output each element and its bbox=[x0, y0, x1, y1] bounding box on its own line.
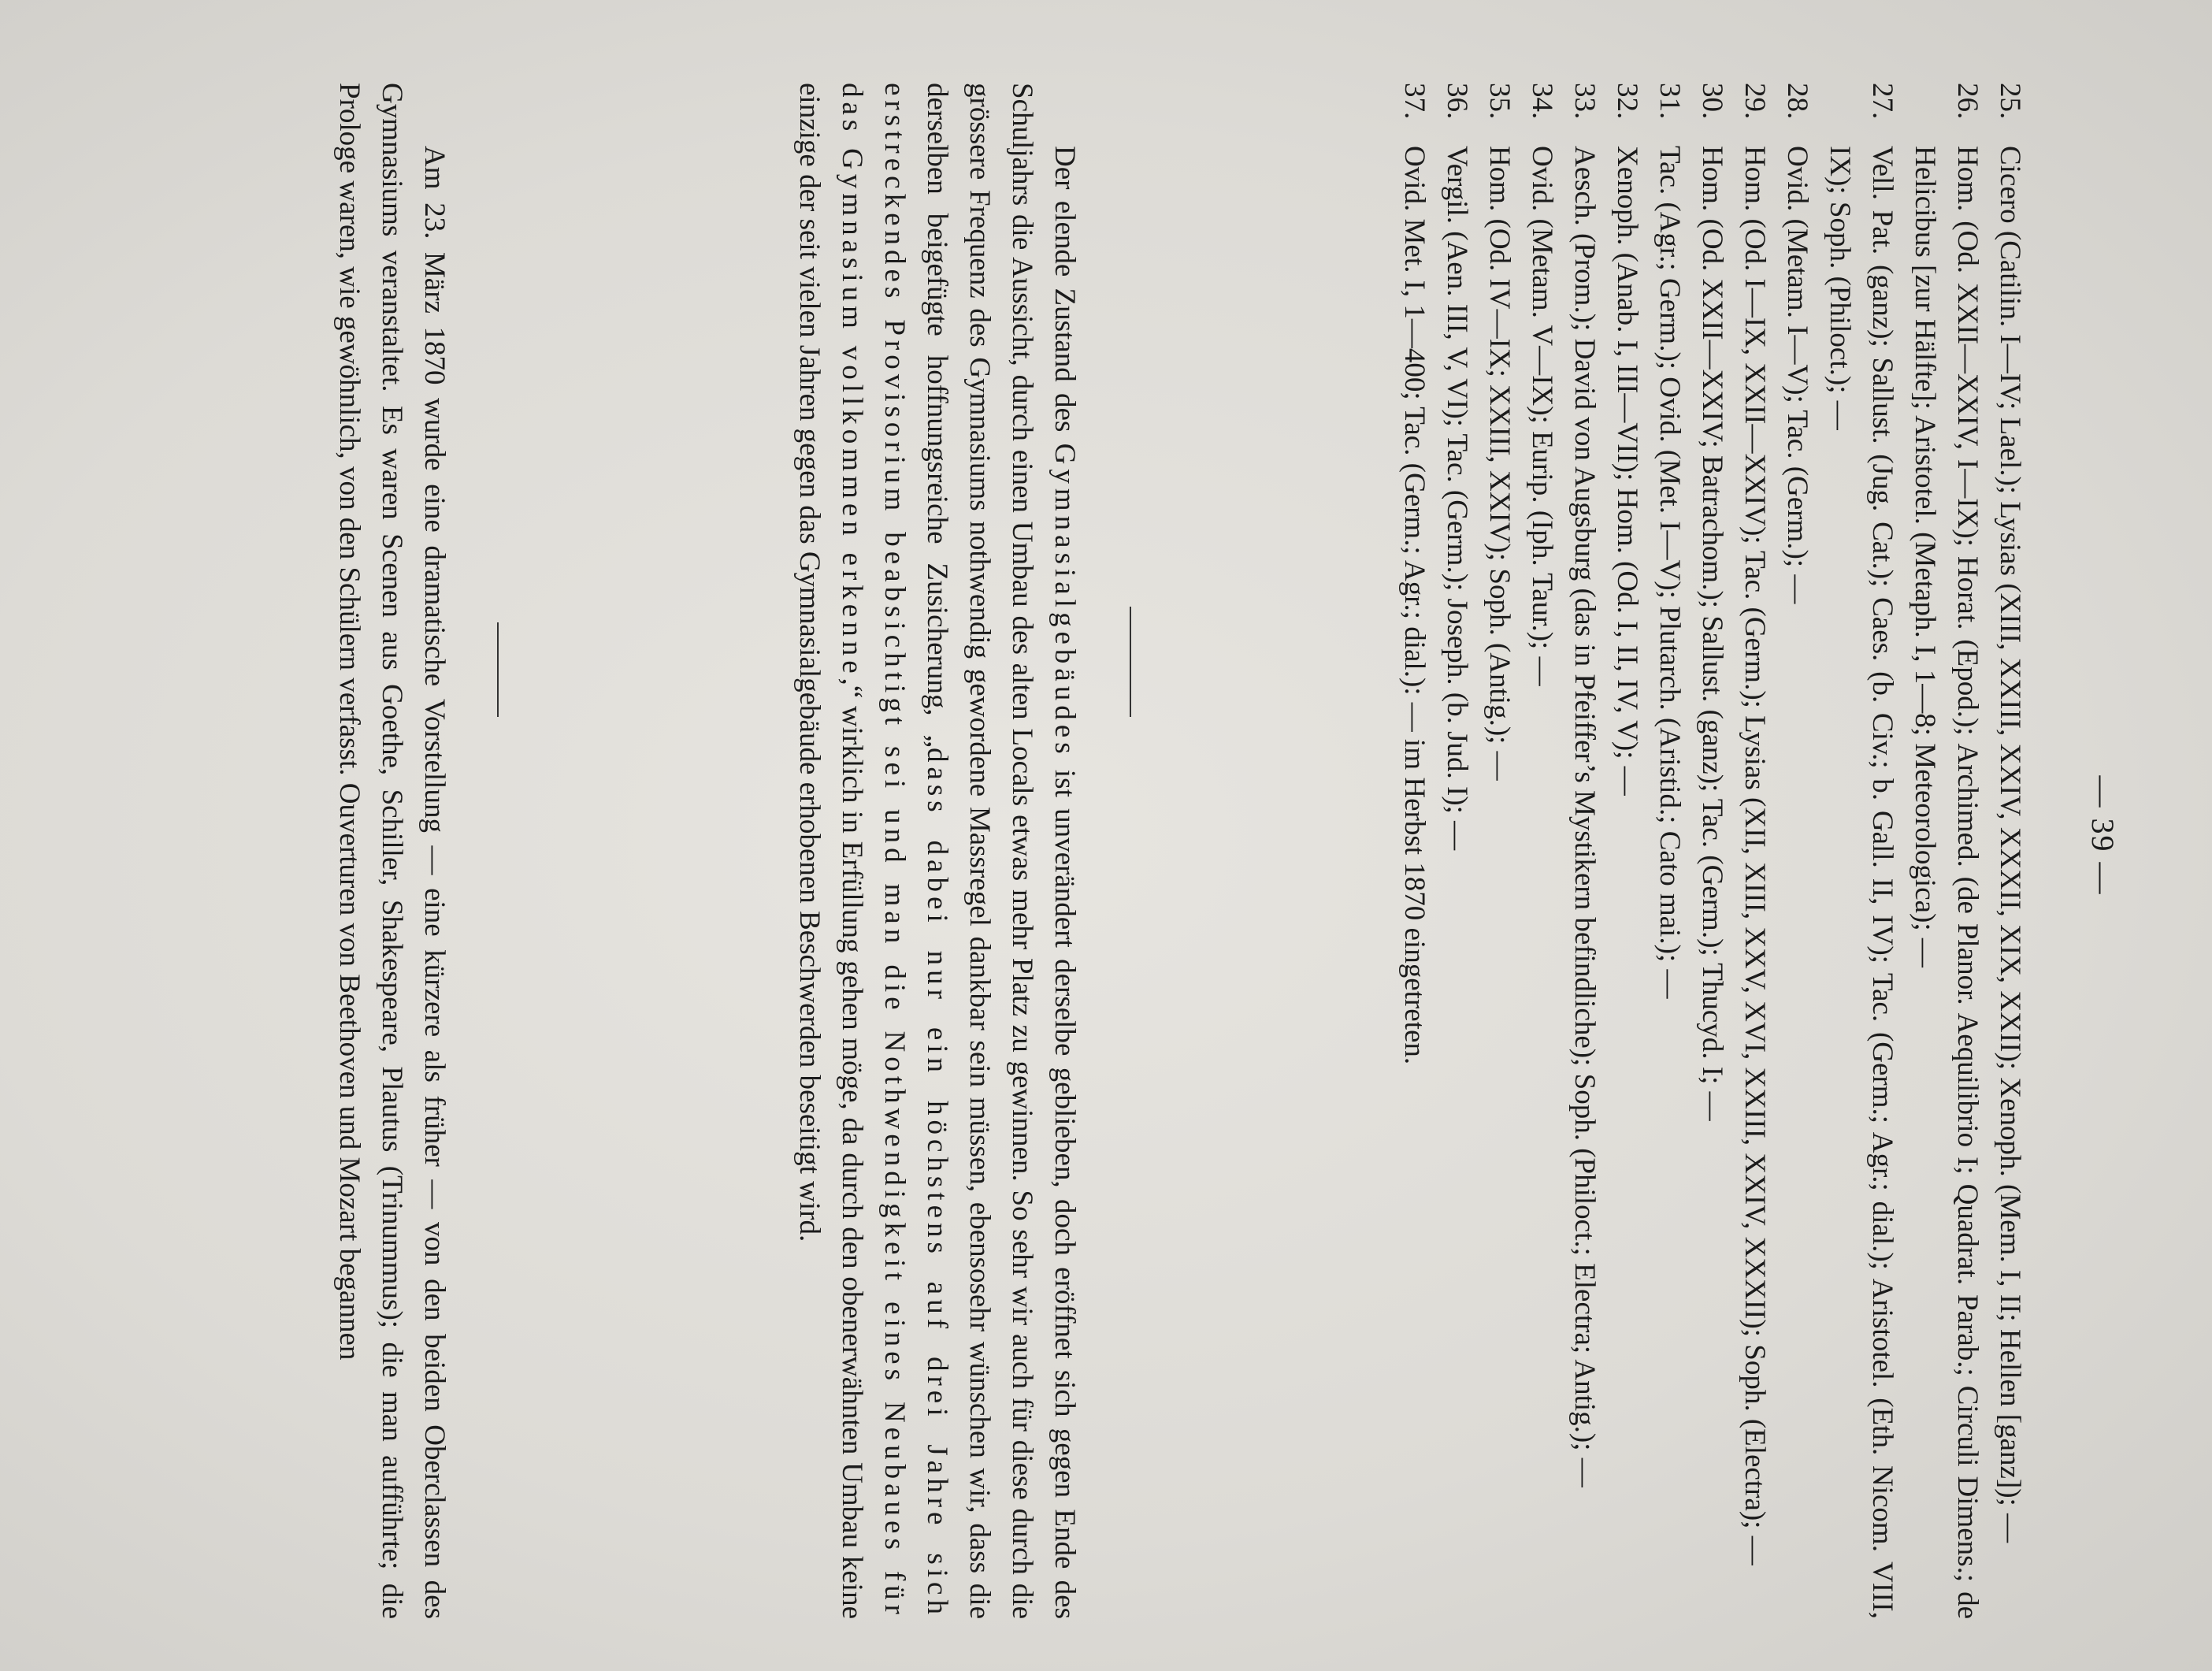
list-item bbox=[1478, 83, 1520, 1619]
paragraph-dramatic-performance: Am 23. März 1870 wurde eine dramatische Vorstellung — eine kürzere als früher — von den beiden Oberclassen des Gymnasiums veranstaltet. Es waren Scenen aus Goethe, Schiller, Shakespeare, Plautus (Trinummus); die man aufführte; die Prologe waren, wie gewöhnlich, von den Schülern verfasst. Ouverturen von Beethoven und Mozart begannen bbox=[333, 83, 451, 1619]
list-item-number: 36. bbox=[1441, 83, 1473, 120]
list-item bbox=[1691, 83, 1733, 1619]
list-item-text: Hom. (Od. IV—IX; XXIII, XXIV); Soph. (Antig.); — bbox=[1483, 146, 1516, 781]
para1-emph-1: Gymnasialgebäudes bbox=[1048, 443, 1081, 759]
list-item-text: Xenoph. (Anab. I, III—VII); Hom. (Od. I, II, IV, V); — bbox=[1611, 146, 1643, 796]
section-divider bbox=[497, 622, 499, 717]
list-item-number: 32. bbox=[1611, 83, 1643, 120]
list-item-text: Ovid. (Metam. V—IX); Eurip. (Iph. Taur.); — bbox=[1526, 146, 1558, 686]
list-item-number: 29. bbox=[1739, 83, 1771, 120]
para1-text-2: ist unverändert derselbe geblieben, doch eröffnet sich gegen Ende des Schuljahrs die Aussicht, durch einen Umbau des alten Locals etwas mehr Platz zu gewinnen. So sehr wir auch für diese durch die grössere Frequenz des Gymnasiums nothwendig gewordene Massregel dankbar sein müssen, ebensosehr wünschen wir, dass die derselben beigefügte hoffnungsreiche Zusicherung, „ bbox=[921, 83, 1081, 1619]
list-item-text: Hom. (Od. XXII—XXIV; Batrachom.); Sallust. (ganz); Tac. (Germ.); Thucyd. I; — bbox=[1696, 146, 1728, 1121]
list-item-number: 37. bbox=[1398, 83, 1431, 120]
para1-emph-2: dass dabei nur ein höchstens auf drei Jahre sich erstreckendes Provisorium beabsichtigt sei und man die Nothwendigkeit eines Neubaues für das Gymnasium vollkommen erkenne bbox=[836, 83, 953, 1619]
paragraph-gymnasium-building bbox=[788, 83, 1086, 1619]
list-item-text: Vergil. (Aen. III, V, VI); Tac. (Germ.); Joseph. (b. Jud. I); — bbox=[1441, 146, 1473, 851]
list-item-number: 33. bbox=[1568, 83, 1601, 120]
list-item-number: 25. bbox=[1994, 83, 2026, 120]
list-item-number: 35. bbox=[1483, 83, 1516, 120]
reading-list bbox=[1393, 83, 2031, 1619]
list-item-text: Hom. (Od. I—IX, XXII—XXIV); Tac. (Germ.); Lysias (XII, XIII, XXV, XVI, XXIII, XXIV, XXXII); Soph. (Electra); — bbox=[1739, 146, 1771, 1565]
list-item-text: Tac. (Agr.; Germ.); Ovid. (Met. I—V); Plutarch. (Aristid.; Cato mai.); — bbox=[1653, 146, 1686, 999]
page-number: — 39 — bbox=[2085, 775, 2121, 896]
para1-text-1: Der elende Zustand des bbox=[1048, 146, 1081, 444]
list-item-text: Ovid. (Metam. I—V); Tac. (Germ.); — bbox=[1781, 146, 1813, 604]
list-item bbox=[1393, 83, 1435, 1619]
list-item bbox=[1818, 83, 1903, 1619]
list-item-number: 30. bbox=[1696, 83, 1728, 120]
list-item-number: 26. bbox=[1951, 83, 1984, 120]
list-item bbox=[1733, 83, 1776, 1619]
list-item bbox=[1988, 83, 2031, 1619]
list-item bbox=[1563, 83, 1605, 1619]
list-item-number: 31. bbox=[1653, 83, 1686, 120]
list-item-number: 27. bbox=[1866, 83, 1898, 120]
list-item-text: Hom. (Od. XXII—XXIV, I—IX); Horat. (Epod.); Archimed. (de Planor. Aequilibrio I; Quadrat. Parab.; Circuli Dimens.; de Helicibus [zur Hälfte]; Aristotel. (Metaph. I, 1—8; Meteorologica); — bbox=[1909, 146, 1984, 1619]
section-divider bbox=[1130, 607, 1131, 717]
list-item bbox=[1435, 83, 1478, 1619]
para1-text-3: ,“ wirklich in Erfüllung gehen möge, da durch den obenerwähnten Umbau keine einzige der seit vielen Jahren gegen das Gymnasialgebäude erhobenen Beschwerden beseitigt wird. bbox=[793, 83, 868, 1619]
list-item-text: Cicero (Catilin. I—IV; Lael.); Lysias (XIII, XXIII, XXIV, XXXII, XIX, XXII); Xenoph. (Mem. I, II; Hellen [ganz]); — bbox=[1994, 146, 2026, 1543]
list-item-text: Vell. Pat. (ganz); Sallust. (Jug. Cat.); Caes. (b. Civ.; b. Gall. II, IV); Tac. (Germ.; Agr.; dial.); Aristotel. (Eth. Nicom. VIII, IX); Soph. (Philoct.); — bbox=[1824, 146, 1898, 1619]
list-item bbox=[1520, 83, 1563, 1619]
list-item-text: Aesch. (Prom.); David von Augsburg (das in Pfeiffer’s Mystikern befindliche); Soph. (Philoct.; Electra; Antig.); — bbox=[1568, 146, 1601, 1487]
list-item bbox=[1648, 83, 1691, 1619]
list-item bbox=[1605, 83, 1648, 1619]
list-item bbox=[1903, 83, 1988, 1619]
list-item-number: 28. bbox=[1781, 83, 1813, 120]
list-item-number: 34. bbox=[1526, 83, 1558, 120]
list-item-text: Ovid. Met. I, 1—400; Tac. (Germ.; Agr.; dial.): — im Herbst 1870 eingetreten. bbox=[1398, 146, 1431, 1065]
list-item bbox=[1776, 83, 1818, 1619]
